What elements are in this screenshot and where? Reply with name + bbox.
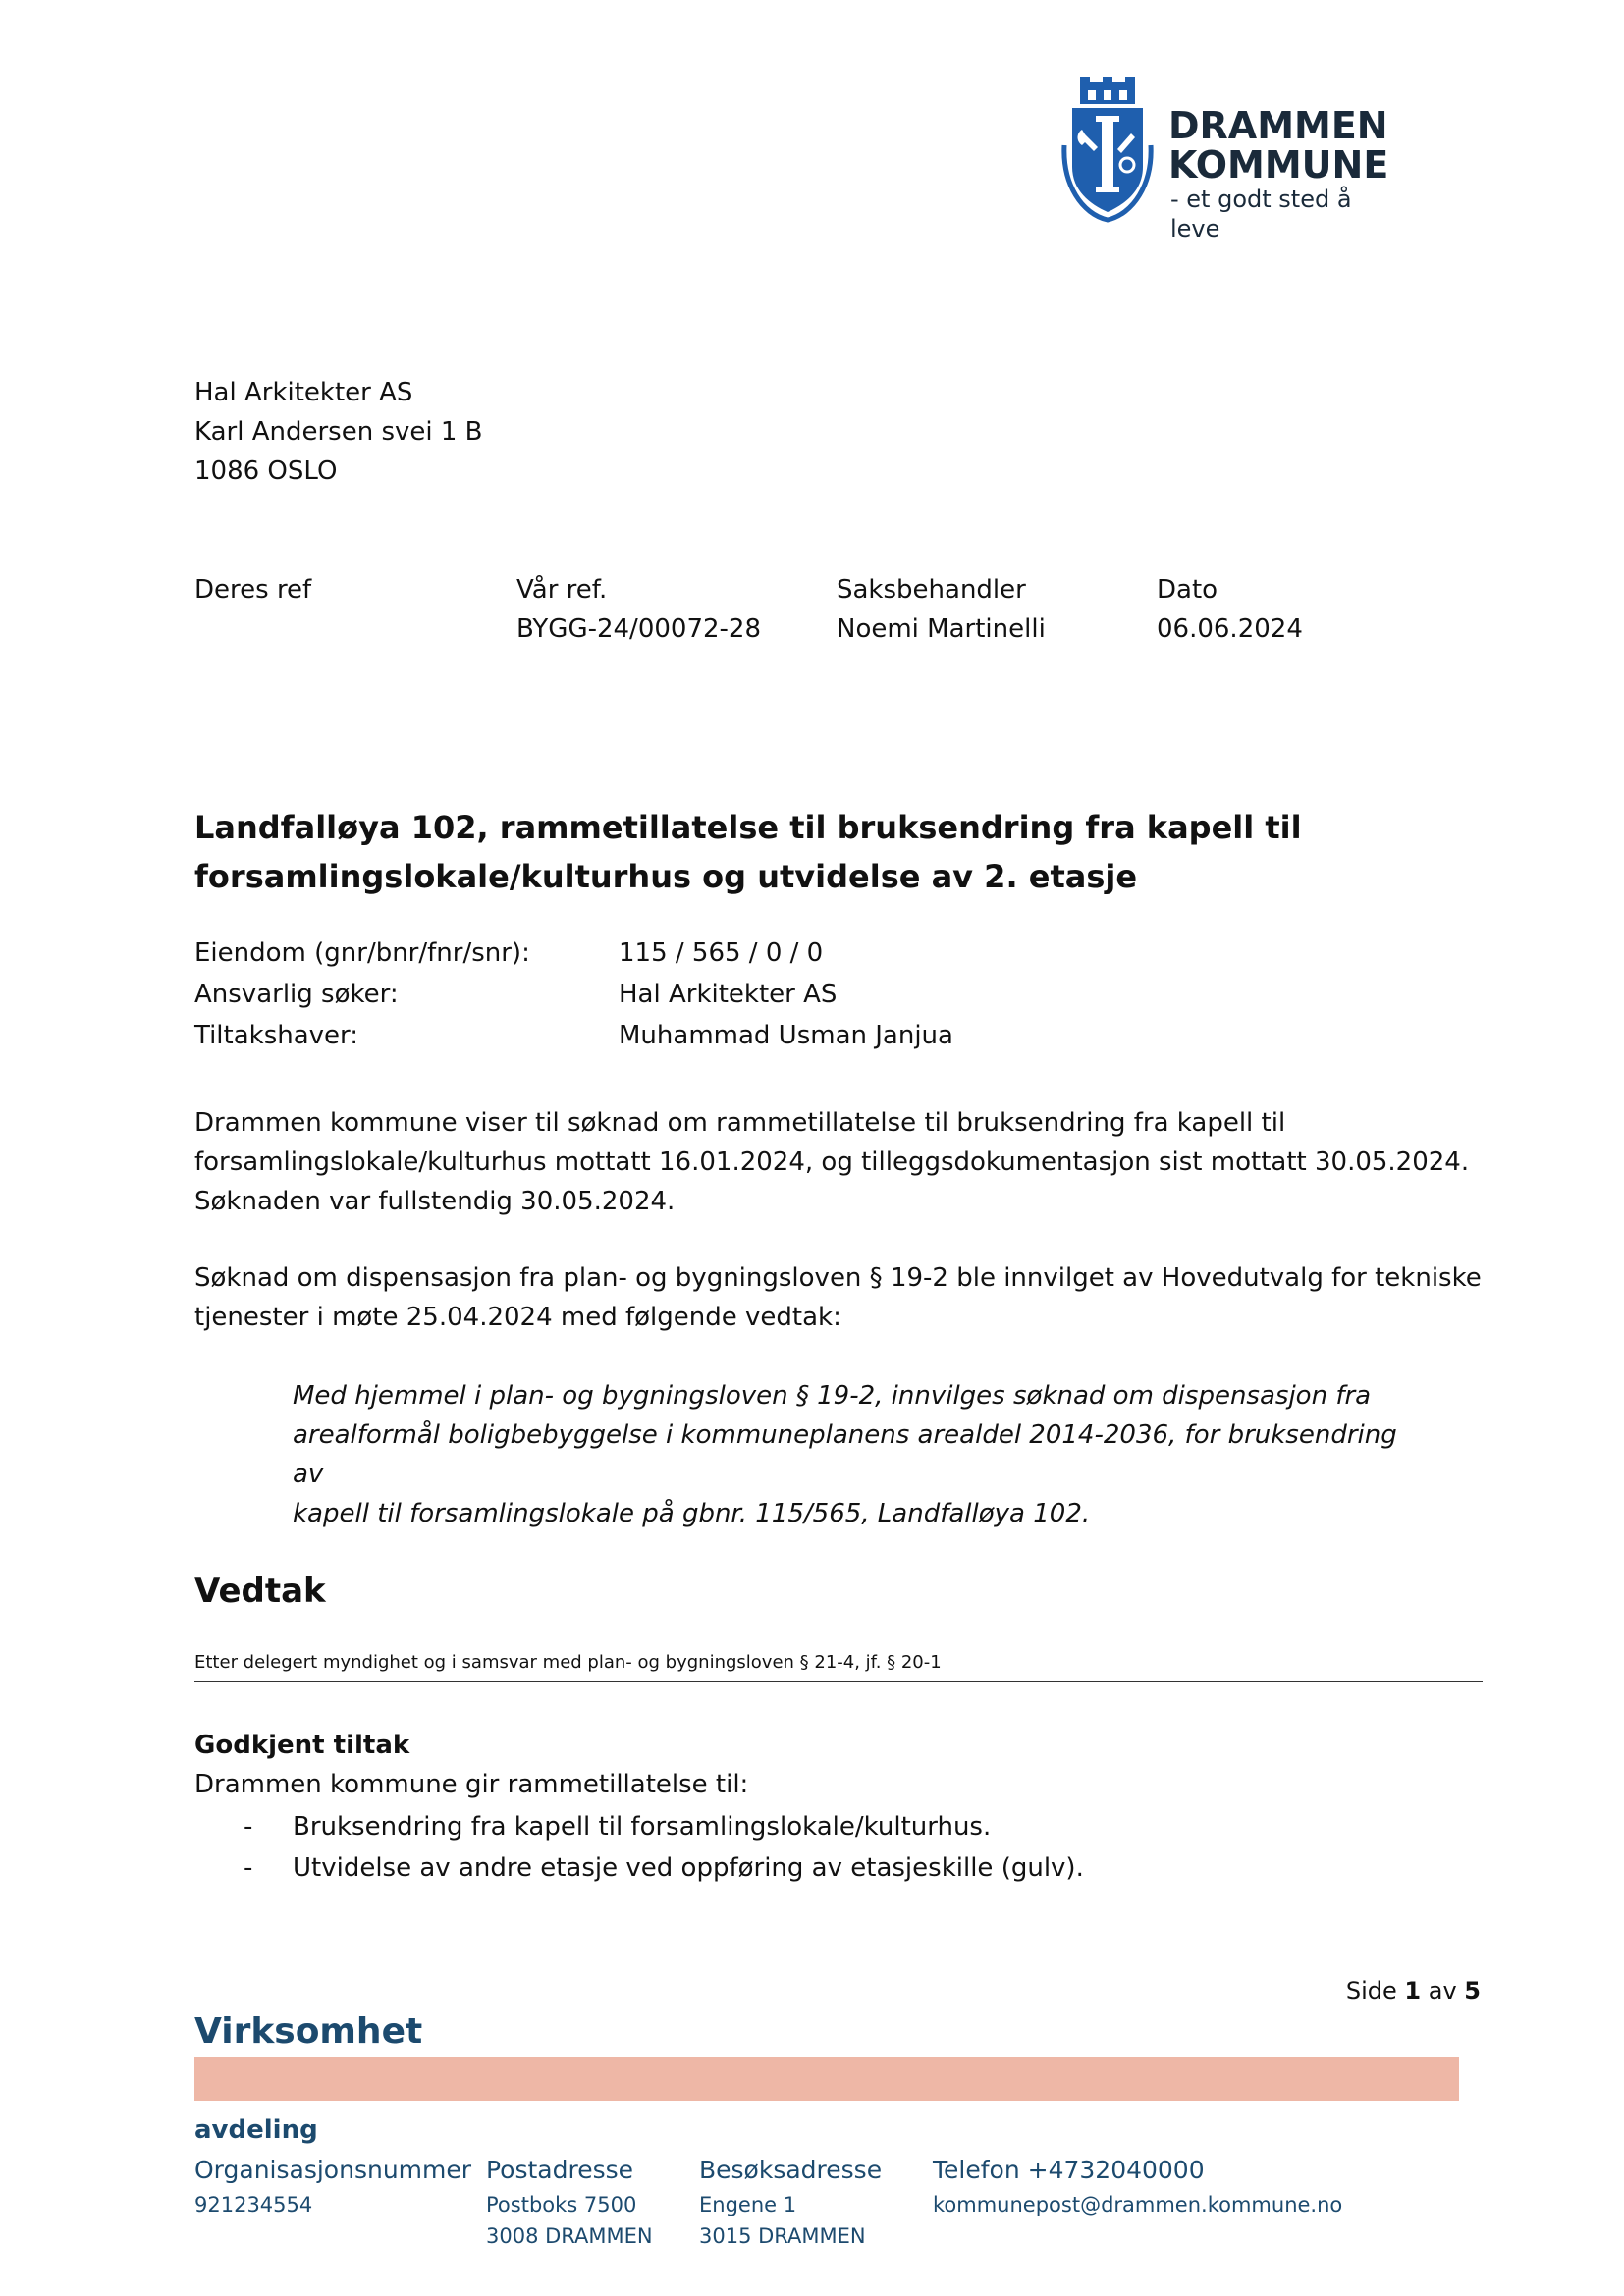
page-current: 1 (1404, 1977, 1422, 2004)
besok-line2: 3015 DRAMMEN (699, 2224, 866, 2248)
page-total: 5 (1464, 1977, 1481, 2004)
godkjent-heading: Godkjent tiltak (194, 1731, 410, 1760)
property-values (619, 933, 953, 1056)
email-link[interactable]: kommunepost@drammen.kommune.no (933, 2193, 1343, 2216)
page-number (1346, 1973, 1481, 2008)
dato-column (1157, 570, 1303, 649)
org-value: 921234554 (194, 2193, 313, 2216)
recipient-street: Karl Andersen svei 1 B (194, 417, 483, 447)
deres-ref-label: Deres ref (194, 575, 312, 605)
post-label: Postadresse (486, 2156, 634, 2184)
vedtak-quote (293, 1376, 1422, 1533)
footer-org-column (194, 2152, 471, 2220)
besok-label: Besøksadresse (699, 2156, 883, 2184)
dato-label: Dato (1157, 575, 1218, 605)
tiltakshaver-label: Tiltakshaver: (194, 1021, 359, 1050)
property-labels (194, 933, 530, 1056)
recipient-postal: 1086 OSLO (194, 456, 338, 486)
dato-value: 06.06.2024 (1157, 614, 1303, 644)
recipient-name: Hal Arkitekter AS (194, 378, 413, 407)
footer-contact-column (933, 2152, 1342, 2220)
vedtak-subtitle: Etter delegert myndighet og i samsvar med plan- og bygningsloven § 21-4, jf. § 20-1 (194, 1652, 942, 1673)
bullet-text: Utvidelse av andre etasje ved oppføring av etasjeskille (gulv). (293, 1853, 1084, 1883)
saksbehandler-label: Saksbehandler (837, 575, 1026, 605)
footer-title: Virksomhet (194, 2011, 423, 2052)
para2-line2: tjenester i møte 25.04.2024 med følgende vedtak: (194, 1303, 841, 1332)
title-line2: forsamlingslokale/kulturhus og utvidelse av 2. etasje (194, 858, 1138, 895)
recipient-address (194, 373, 483, 491)
para1-line3: Søknaden var fullstendig 30.05.2024. (194, 1187, 676, 1216)
besok-line1: Engene 1 (699, 2193, 797, 2216)
intro-paragraph (194, 1103, 1490, 1221)
bullet-dash: - (244, 1853, 253, 1883)
org-label: Organisasjonsnummer (194, 2156, 472, 2184)
saksbehandler-column (837, 570, 1046, 649)
eiendom-value: 115 / 565 / 0 / 0 (619, 938, 824, 968)
page-av-label: av (1428, 1977, 1457, 2004)
logo-wordmark (1168, 106, 1402, 243)
para1-line2: forsamlingslokale/kulturhus mottatt 16.01.2024, og tilleggsdokumentasjon sist mottatt 30.05.2024. (194, 1148, 1470, 1177)
quote-line3: kapell til forsamlingslokale på gbnr. 115/565, Landfalløya 102. (293, 1499, 1091, 1528)
footer-post-column (486, 2152, 653, 2252)
quote-line1: Med hjemmel i plan- og bygningsloven § 19-2, innvilges søknad om dispensasjon fra (293, 1381, 1372, 1411)
footer-besok-column (699, 2152, 882, 2252)
post-line2: 3008 DRAMMEN (486, 2224, 653, 2248)
para1-line1: Drammen kommune viser til søknad om rammetillatelse til bruksendring fra kapell til (194, 1108, 1286, 1138)
var-ref-value: BYGG-24/00072-28 (516, 614, 761, 644)
bullet-dash: - (244, 1812, 253, 1842)
para2-line1: Søknad om dispensasjon fra plan- og bygningsloven § 19-2 ble innvilget av Hovedutvalg for tekniske (194, 1263, 1482, 1293)
post-line1: Postboks 7500 (486, 2193, 637, 2216)
list-item (194, 1847, 1084, 1889)
tiltakshaver-value: Muhammad Usman Janjua (619, 1021, 953, 1050)
var-ref-label: Vår ref. (516, 575, 608, 605)
document-title (194, 803, 1471, 901)
vedtak-heading: Vedtak (194, 1572, 326, 1611)
soker-value: Hal Arkitekter AS (619, 980, 838, 1009)
deres-ref-column (194, 570, 311, 610)
godkjent-intro: Drammen kommune gir rammetillatelse til: (194, 1770, 749, 1799)
telefon-label: Telefon +4732040000 (933, 2156, 1205, 2184)
bullet-text: Bruksendring fra kapell til forsamlingslokale/kulturhus. (293, 1812, 992, 1842)
logo-tagline: - et godt sted å leve (1170, 186, 1352, 242)
coat-of-arms-icon (1058, 77, 1157, 224)
page-side-label: Side (1345, 1977, 1397, 2004)
quote-line2: arealformål boligbebyggelse i kommuneplanens arealdel 2014-2036, for bruksendring av (293, 1420, 1397, 1489)
dispensasjon-paragraph (194, 1258, 1490, 1337)
title-line1: Landfalløya 102, rammetillatelse til bruksendring fra kapell til (194, 809, 1302, 846)
saksbehandler-value: Noemi Martinelli (837, 614, 1046, 644)
eiendom-label: Eiendom (gnr/bnr/fnr/snr): (194, 938, 530, 968)
logo-line1: DRAMMEN (1168, 104, 1388, 147)
var-ref-column (516, 570, 761, 649)
list-item (194, 1806, 991, 1847)
vedtak-divider (194, 1681, 1483, 1682)
soker-label: Ansvarlig søker: (194, 980, 399, 1009)
logo-line2: KOMMUNE (1168, 143, 1389, 187)
drammen-kommune-logo (1058, 77, 1402, 242)
footer-band (194, 2057, 1459, 2101)
footer-department: avdeling (194, 2115, 318, 2145)
